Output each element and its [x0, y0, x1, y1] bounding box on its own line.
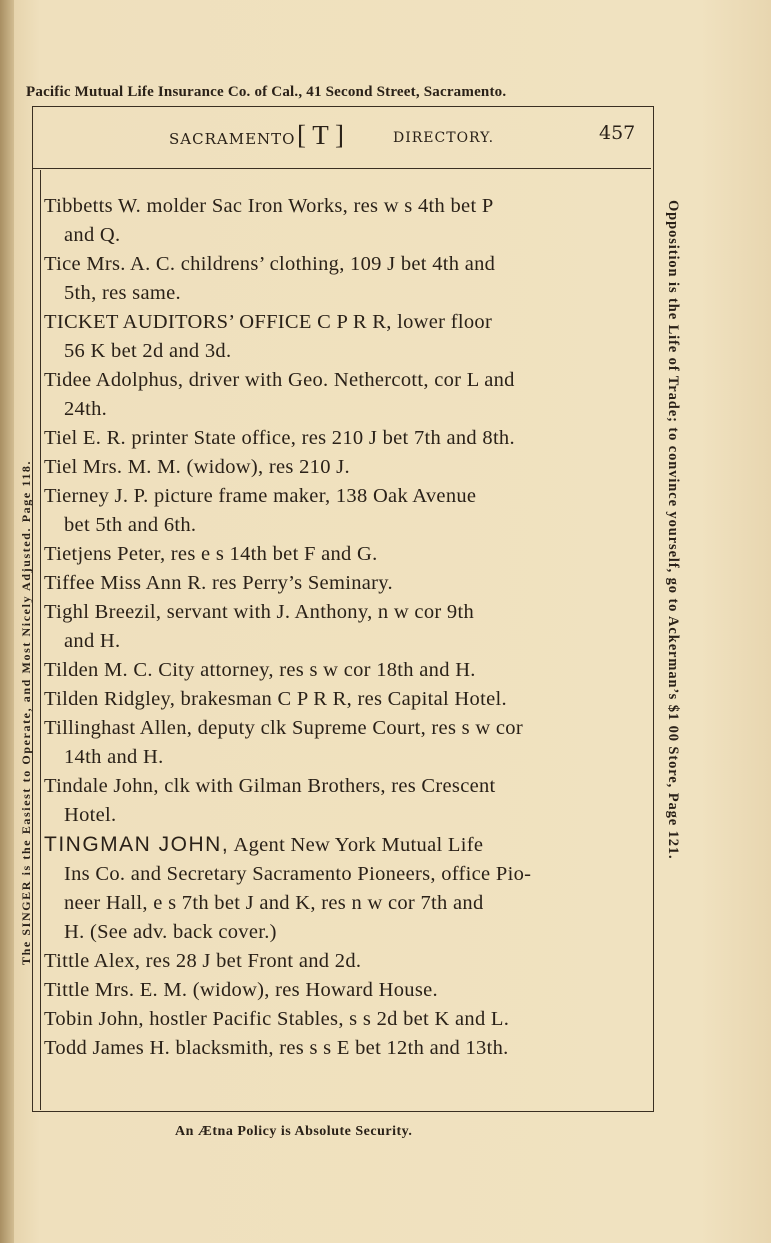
entry-line: Tierney J. P. picture frame maker, 138 Oak Avenue	[44, 485, 477, 507]
directory-entry	[44, 1034, 648, 1063]
directory-entry	[44, 540, 648, 569]
left-margin-advertisement: The SINGER is the Easiest to Operate, and Most Nicely Adjusted. Page 118.	[19, 459, 33, 965]
entry-line: Agent New York Mutual Life	[233, 834, 484, 856]
entry-line: Tiffee Miss Ann R. res Perry’s Seminary.	[44, 572, 393, 594]
bottom-advertisement: An Ætna Policy is Absolute Security.	[175, 1124, 413, 1139]
entry-line-continued: bet 5th and 6th.	[64, 514, 197, 536]
directory-entry	[44, 424, 648, 453]
directory-entry	[44, 453, 648, 482]
entry-line-continued: Hotel.	[64, 804, 117, 826]
directory-entry	[44, 772, 648, 830]
directory-entry	[44, 598, 648, 656]
directory-entry	[44, 250, 648, 308]
featured-entry-name: TINGMAN JOHN,	[44, 833, 230, 856]
entry-line-continued: 5th, res same.	[64, 282, 181, 304]
entry-line-continued: 24th.	[64, 398, 108, 420]
directory-entry	[44, 308, 648, 366]
entry-line: Tighl Breezil, servant with J. Anthony, n w cor 9th	[44, 601, 475, 623]
directory-entry	[44, 714, 648, 772]
page-number: 457	[599, 122, 636, 144]
entry-line: Tibbetts W. molder Sac Iron Works, res w s 4th bet P	[44, 195, 494, 217]
directory-entry	[44, 482, 648, 540]
directory-entry	[44, 1005, 648, 1034]
entry-line-continued: neer Hall, e s 7th bet J and K, res n w cor 7th and	[64, 892, 484, 914]
directory-entry	[44, 976, 648, 1005]
header-directory: DIRECTORY.	[393, 130, 495, 146]
directory-entry	[44, 366, 648, 424]
entry-line: Tillinghast Allen, deputy clk Supreme Court, res s w cor	[44, 717, 523, 739]
entry-line: Tiel Mrs. M. M. (widow), res 210 J.	[44, 456, 350, 478]
entry-line: Tice Mrs. A. C. childrens’ clothing, 109 J bet 4th and	[44, 253, 496, 275]
top-advertisement: Pacific Mutual Life Insurance Co. of Cal., 41 Second Street, Sacramento.	[26, 84, 507, 100]
frame-inner-rule	[40, 170, 41, 1110]
entry-line: Tittle Mrs. E. M. (widow), res Howard House.	[44, 979, 438, 1001]
book-spine-edge	[0, 0, 14, 1243]
right-margin-advertisement: Opposition is the Life of Trade; to convince yourself, go to Ackerman’s $1 00 Store, Page 121.	[665, 200, 681, 860]
entry-line: Tittle Alex, res 28 J bet Front and 2d.	[44, 950, 362, 972]
directory-entry	[44, 685, 648, 714]
entry-line: Todd James H. blacksmith, res s s E bet 12th and 13th.	[44, 1037, 509, 1059]
directory-entry	[44, 192, 648, 250]
directory-entries	[44, 192, 648, 1063]
entry-line: Tietjens Peter, res e s 14th bet F and G.	[44, 543, 378, 565]
directory-entry	[44, 947, 648, 976]
header-city: SACRAMENTO	[169, 130, 296, 148]
entry-line-continued: H. (See adv. back cover.)	[64, 921, 277, 943]
entry-line: Tidee Adolphus, driver with Geo. Nethercott, cor L and	[44, 369, 515, 391]
entry-line-continued: 14th and H.	[64, 746, 164, 768]
running-header	[33, 118, 651, 169]
entry-line: Tilden Ridgley, brakesman C P R R, res Capital Hotel.	[44, 688, 507, 710]
entry-line: Tilden M. C. City attorney, res s w cor 18th and H.	[44, 659, 476, 681]
entry-line-continued: and Q.	[64, 224, 121, 246]
entry-line: Tindale John, clk with Gilman Brothers, res Crescent	[44, 775, 496, 797]
entry-line-continued: and H.	[64, 630, 121, 652]
entry-line: Tiel E. R. printer State office, res 210 J bet 7th and 8th.	[44, 427, 515, 449]
entry-line: Tobin John, hostler Pacific Stables, s s 2d bet K and L.	[44, 1008, 510, 1030]
entry-line-continued: Ins Co. and Secretary Sacramento Pioneers, office Pio-	[64, 863, 532, 885]
entry-line: TICKET AUDITORS’ OFFICE C P R R, lower floor	[44, 311, 493, 333]
directory-entry	[44, 656, 648, 685]
featured-directory-entry	[44, 830, 648, 947]
header-letter: [ T ]	[297, 120, 344, 150]
directory-entry	[44, 569, 648, 598]
entry-line-continued: 56 K bet 2d and 3d.	[64, 340, 232, 362]
